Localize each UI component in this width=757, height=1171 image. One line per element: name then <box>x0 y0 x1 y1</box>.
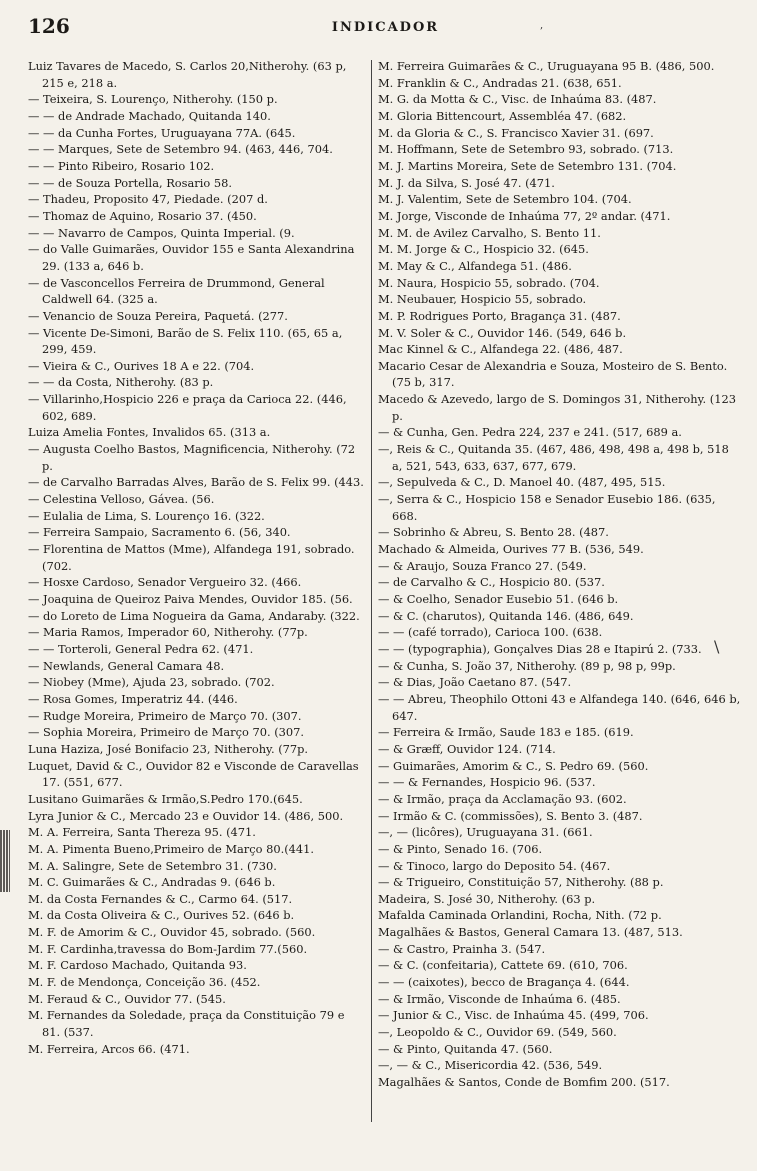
directory-entry: — & Irmão, praça da Acclamação 93. (602. <box>378 791 627 806</box>
directory-entry: —, Sepulveda & C., D. Manoel 40. (487, 495, 515. <box>378 475 666 490</box>
directory-entry: — — da Costa, Nitherohy. (83 p. <box>28 375 214 390</box>
directory-entry: —, — & C., Misericordia 42. (536, 549. <box>378 1058 603 1073</box>
directory-entry: M. Neubauer, Hospicio 55, sobrado. <box>378 292 587 307</box>
directory-entry: Macario Cesar de Alexandria e Souza, Mosteiro de S. Bento. (75 b, 317. <box>378 358 728 390</box>
directory-entry: M. F. Cardinha,travessa do Bom-Jardim 77.(560. <box>28 941 308 956</box>
directory-entry: — — (typographia), Gonçalves Dias 28 e Itapirú 2. (733. <box>378 641 702 656</box>
directory-entry: — Augusta Coelho Bastos, Magnificencia, Nitherohy. (72 p. <box>28 442 356 473</box>
directory-entry: — Rudge Moreira, Primeiro de Março 70. (307. <box>28 708 302 723</box>
directory-entry: — Newlands, General Camara 48. <box>28 658 225 673</box>
directory-entry: — de Carvalho & C., Hospicio 80. (537. <box>378 575 605 590</box>
directory-entry: — Celestina Velloso, Gávea. (56. <box>28 492 215 507</box>
directory-entry: — — Navarro de Campos, Quinta Imperial. (9. <box>28 225 295 240</box>
directory-entry: — — Pinto Ribeiro, Rosario 102. <box>28 158 215 173</box>
directory-entry: —, Reis & C., Quitanda 35. (467, 486, 498, 498 a, 498 b, 518 a, 521, 543, 633, 637, 677, 679. <box>378 442 729 473</box>
directory-entry: — Eulalia de Lima, S. Lourenço 16. (322. <box>28 508 265 523</box>
directory-entry: Lyra Junior & C., Mercado 23 e Ouvidor 14. (486, 500. <box>28 808 344 823</box>
directory-entry: — Thomaz de Aquino, Rosario 37. (450. <box>28 208 257 223</box>
directory-entry: Mafalda Caminada Orlandini, Rocha, Nith. (72 p. <box>378 908 662 923</box>
directory-entry: — & Coelho, Senador Eusebio 51. (646 b. <box>378 592 619 606</box>
top-mark: , <box>540 20 544 31</box>
directory-entry: — — Marques, Sete de Setembro 94. (463, 446, 704. <box>28 142 333 157</box>
directory-entry: M. Fernandes da Soledade, praça da Constituição 79 e 81. (537. <box>28 1008 345 1040</box>
directory-entry: — Villarinho,Hospicio 226 e praça da Carioca 22. (446, 602, 689. <box>28 392 347 423</box>
directory-entry: —, Leopoldo & C., Ouvidor 69. (549, 560. <box>378 1025 617 1040</box>
directory-entry: Madeira, S. José 30, Nitherohy. (63 p. <box>378 891 596 906</box>
directory-entry: — do Valle Guimarães, Ouvidor 155 e Santa Alexandrina 29. (133 a, 646 b. <box>28 242 355 273</box>
directory-entry: M. A. Ferreira, Santa Thereza 95. (471. <box>28 825 256 840</box>
directory-entry: — & Castro, Prainha 3. (547. <box>378 941 546 956</box>
directory-entry: — Venancio de Souza Pereira, Paquetá. (277. <box>28 308 288 323</box>
directory-entry: M. V. Soler & C., Ouvidor 146. (549, 646 b. <box>378 325 627 340</box>
directory-entry: —, Serra & C., Hospicio 158 e Senador Eusebio 186. (635, 668. <box>378 492 716 523</box>
directory-entry: — Ferreira Sampaio, Sacramento 6. (56, 340. <box>28 525 291 540</box>
directory-entry: — de Vasconcellos Ferreira de Drummond, General Caldwell 64. (325 a. <box>28 275 325 307</box>
directory-entry: M. da Gloria & C., S. Francisco Xavier 31. (697. <box>378 125 654 140</box>
directory-entry: — & Irmão, Visconde de Inhaúma 6. (485. <box>378 991 621 1006</box>
directory-entry: — — de Souza Portella, Rosario 58. <box>28 175 232 190</box>
directory-entry: — do Loreto de Lima Nogueira da Gama, Andaraby. (322. <box>28 608 360 623</box>
directory-entry: M. A. Salingre, Sete de Setembro 31. (730. <box>28 858 277 873</box>
left-column <box>28 58 364 1057</box>
directory-entry: — & Pinto, Quitanda 47. (560. <box>378 1041 553 1056</box>
directory-entry: — — Abreu, Theophilo Ottoni 43 e Alfandega 140. (646, 646 b, 647. <box>378 691 741 723</box>
directory-entry: M. da Costa Oliveira & C., Ourives 52. (646 b. <box>28 908 295 923</box>
directory-entry: M. Feraud & C., Ouvidor 77. (545. <box>28 991 226 1006</box>
directory-entry: M. M. Jorge & C., Hospicio 32. (645. <box>378 242 589 257</box>
directory-entry: — & Cunha, S. João 37, Nitherohy. (89 p, 98 p, 99p. <box>378 658 676 673</box>
directory-entry: — Niobey (Mme), Ajuda 23, sobrado. (702. <box>28 675 275 690</box>
directory-entry: M. F. de Mendonça, Conceição 36. (452. <box>28 975 261 990</box>
directory-entry: — Thadeu, Proposito 47, Piedade. (207 d. <box>28 192 268 207</box>
entry-columns <box>28 58 743 1164</box>
directory-page <box>28 14 743 1164</box>
directory-entry: — & Pinto, Senado 16. (706. <box>378 841 543 856</box>
directory-entry: — — & Fernandes, Hospicio 96. (537. <box>378 775 596 790</box>
directory-entry: — & Græff, Ouvidor 124. (714. <box>378 741 556 756</box>
directory-entry: M. May & C., Alfandega 51. (486. <box>378 258 572 273</box>
directory-entry: — Maria Ramos, Imperador 60, Nitherohy. (77p. <box>28 625 308 640</box>
margin-mark: \ <box>714 637 720 656</box>
directory-entry: M. Ferreira Guimarães & C., Uruguayana 95 B. (486, 500. <box>378 59 715 73</box>
directory-entry: — Sobrinho & Abreu, S. Bento 28. (487. <box>378 525 609 540</box>
directory-entry: — & Trigueiro, Constituição 57, Nitherohy. (88 p. <box>378 875 664 890</box>
directory-entry: — — (café torrado), Carioca 100. (638. <box>378 625 603 640</box>
directory-entry: — & C. (confeitaria), Cattete 69. (610, 706. <box>378 958 628 973</box>
directory-entry: — Junior & C., Visc. de Inhaúma 45. (499, 706. <box>378 1008 649 1023</box>
directory-entry: — & Dias, João Caetano 87. (547. <box>378 675 572 690</box>
binding-edge <box>0 830 10 892</box>
directory-entry: — Florentina de Mattos (Mme), Alfandega 191, sobrado. (702. <box>28 542 355 573</box>
page-number: 126 <box>28 14 70 38</box>
directory-entry: — Rosa Gomes, Imperatriz 44. (446. <box>28 691 238 706</box>
directory-entry: Luquet, David & C., Ouvidor 82 e Visconde de Caravellas 17. (551, 677. <box>28 758 359 790</box>
directory-entry: Lusitano Guimarães & Irmão,S.Pedro 170.(645. <box>28 791 303 806</box>
directory-entry: — — da Cunha Fortes, Uruguayana 77A. (645. <box>28 125 296 140</box>
directory-entry: — Ferreira & Irmão, Saude 183 e 185. (619. <box>378 725 634 740</box>
directory-entry: Luna Haziza, José Bonifacio 23, Nitherohy. (77p. <box>28 741 309 756</box>
directory-entry: M. A. Pimenta Bueno,Primeiro de Março 80.(441. <box>28 841 315 856</box>
directory-entry: Machado & Almeida, Ourives 77 B. (536, 549. <box>378 542 644 557</box>
directory-entry: M. M. de Avilez Carvalho, S. Bento 11. <box>378 225 601 240</box>
directory-entry: — — Torteroli, General Pedra 62. (471. <box>28 641 254 656</box>
directory-entry: M. C. Guimarães & C., Andradas 9. (646 b. <box>28 875 276 890</box>
directory-entry: Mac Kinnel & C., Alfandega 22. (486, 487. <box>378 342 623 357</box>
right-column <box>378 58 741 1091</box>
directory-entry: Magalhães & Santos, Conde de Bomfim 200. (517. <box>378 1075 670 1090</box>
column-divider <box>371 60 372 1122</box>
running-title: INDICADOR <box>331 20 440 35</box>
directory-entry: — Guimarães, Amorim & C., S. Pedro 69. (560. <box>378 758 649 773</box>
directory-entry: Magalhães & Bastos, General Camara 13. (487, 513. <box>378 925 683 940</box>
directory-entry: M. P. Rodrigues Porto, Bragança 31. (487. <box>378 308 621 323</box>
directory-entry: M. Gloria Bittencourt, Assembléa 47. (682. <box>378 108 627 123</box>
directory-entry: — — (caixotes), becco de Bragança 4. (644. <box>378 975 630 990</box>
directory-entry: — & Cunha, Gen. Pedra 224, 237 e 241. (517, 689 a. <box>378 425 682 440</box>
directory-entry: — & Tinoco, largo do Deposito 54. (467. <box>378 858 611 873</box>
directory-entry: — Hosxe Cardoso, Senador Vergueiro 32. (466. <box>28 575 302 590</box>
directory-entry: M. Hoffmann, Sete de Setembro 93, sobrado. (713. <box>378 142 674 157</box>
directory-entry: — & C. (charutos), Quitanda 146. (486, 649. <box>378 608 634 623</box>
directory-entry: M. G. da Motta & C., Visc. de Inhaúma 83. (487. <box>378 92 657 107</box>
directory-entry: — Irmão & C. (commissões), S. Bento 3. (487. <box>378 808 643 823</box>
directory-entry: — de Carvalho Barradas Alves, Barão de S. Felix 99. (443. <box>28 475 364 490</box>
directory-entry: Luiza Amelia Fontes, Invalidos 65. (313 a. <box>28 425 271 440</box>
directory-entry: M. J. Valentim, Sete de Setembro 104. (704. <box>378 192 632 207</box>
directory-entry: M. J. da Silva, S. José 47. (471. <box>378 175 555 190</box>
directory-entry: —, — (licôres), Uruguayana 31. (661. <box>378 825 593 840</box>
directory-entry: M. J. Martins Moreira, Sete de Setembro 131. (704. <box>378 158 677 173</box>
directory-entry: M. Jorge, Visconde de Inhaúma 77, 2º andar. (471. <box>378 208 671 223</box>
directory-entry: — Vicente De-Simoni, Barão de S. Felix 110. (65, 65 a, 299, 459. <box>28 325 343 357</box>
directory-entry: — Teixeira, S. Lourenço, Nitherohy. (150 p. <box>28 92 278 107</box>
directory-entry: M. Ferreira, Arcos 66. (471. <box>28 1041 190 1056</box>
directory-entry: — Joaquina de Queiroz Paiva Mendes, Ouvidor 185. (56. <box>28 592 353 606</box>
directory-entry: — — de Andrade Machado, Quitanda 140. <box>28 108 271 123</box>
directory-entry: M. Franklin & C., Andradas 21. (638, 651. <box>378 75 622 90</box>
directory-entry: — Sophia Moreira, Primeiro de Março 70. (307. <box>28 725 304 740</box>
directory-entry: M. Naura, Hospicio 55, sobrado. (704. <box>378 275 600 290</box>
directory-entry: Luiz Tavares de Macedo, S. Carlos 20,Nitherohy. (63 p, 215 e, 218 a. <box>28 59 347 90</box>
directory-entry: M. F. Cardoso Machado, Quitanda 93. <box>28 958 247 973</box>
directory-entry: Macedo & Azevedo, largo de S. Domingos 31, Nitherohy. (123 p. <box>378 392 736 423</box>
directory-entry: M. F. de Amorim & C., Ouvidor 45, sobrado. (560. <box>28 925 316 940</box>
directory-entry: — Vieira & C., Ourives 18 A e 22. (704. <box>28 358 255 373</box>
directory-entry: M. da Costa Fernandes & C., Carmo 64. (517. <box>28 891 293 906</box>
page-header <box>28 14 743 48</box>
directory-entry: — & Araujo, Souza Franco 27. (549. <box>378 558 587 573</box>
